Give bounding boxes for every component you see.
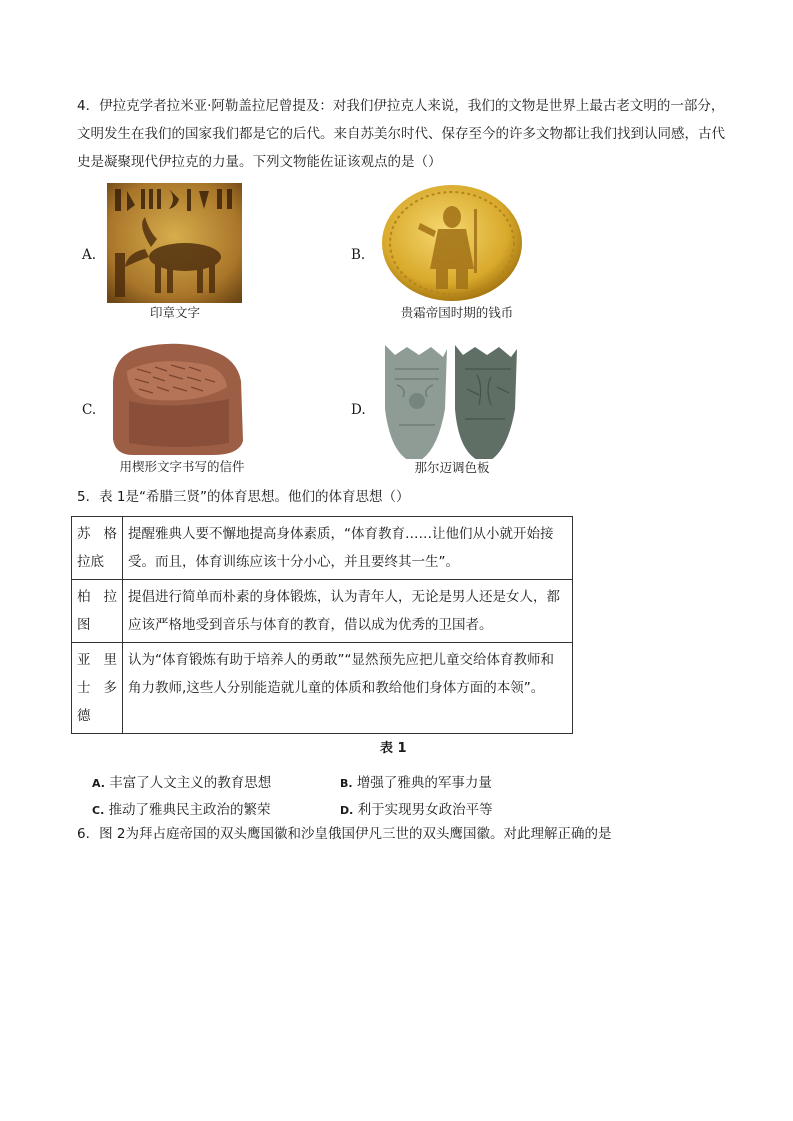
- option-b-letter: B.: [351, 247, 366, 263]
- table-row: [72, 643, 573, 734]
- choice-d: [340, 798, 493, 818]
- choice-text: 利于实现男女政治平等: [357, 802, 493, 818]
- table-caption: 表 1: [380, 741, 407, 756]
- cuneiform-letter-image: [109, 341, 246, 457]
- choice-letter: D.: [340, 804, 354, 817]
- choice-letter: B.: [340, 777, 353, 790]
- philosophy-text: 提醒雅典人要不懈地提高身体素质，“体育教育……让他们从小就开始接受。而且，体育训练应该十分小心，并且要终其一生”。: [123, 517, 573, 580]
- choice-text: 推动了雅典民主政治的繁荣: [108, 802, 271, 818]
- option-d-letter: D.: [351, 402, 366, 418]
- philosophers-table: [71, 516, 573, 734]
- seal-script-image: [107, 183, 242, 303]
- choice-letter: C.: [92, 804, 105, 817]
- choice-text: 增强了雅典的军事力量: [356, 775, 492, 791]
- table-row: [72, 580, 573, 643]
- option-a-letter: A.: [82, 247, 97, 263]
- option-a-caption: 印章文字: [149, 305, 200, 320]
- philosophy-text: 提倡进行简单而朴素的身体锻炼，认为青年人，无论是男人还是女人，都应该严格地受到音乐与体育的教育，借以成为优秀的卫国者。: [123, 580, 573, 643]
- option-c-letter: C.: [82, 402, 97, 418]
- option-c-caption: 用楔形文字书写的信件: [119, 459, 245, 474]
- philosopher-name: 柏拉图: [72, 580, 123, 643]
- philosophy-text: 认为“体育锻炼有助于培养人的勇敢”“显然预先应把儿童交给体育教师和角力教师,这些人分别能造就儿童的体质和教给他们身体方面的本领”。: [123, 643, 573, 734]
- question-4-text: 4．伊拉克学者拉米亚·阿勒盖拉尼曾提及：对我们伊拉克人来说，我们的文物是世界上最古老文明的一部分，文明发生在我们的国家我们都是它的后代。来自苏美尔时代、保存至今的许多文物都让我们找到认同感，古代史是凝聚现代伊拉克的力量。下列文物能佐证该观点的是（）: [77, 98, 725, 170]
- question-5-text: 5．表 1是“希腊三贤”的体育思想。他们的体育思想（）: [77, 489, 410, 505]
- choice-b: [340, 771, 492, 791]
- choice-a: [92, 771, 271, 791]
- question-6-text: 6．图 2为拜占庭帝国的双头鹰国徽和沙皇俄国伊凡三世的双头鹰国徽。对此理解正确的是: [77, 826, 612, 842]
- philosopher-name: 苏格拉底: [72, 517, 123, 580]
- choice-c: [92, 798, 271, 818]
- choice-text: 丰富了人文主义的教育思想: [109, 775, 272, 791]
- philosopher-name: 亚里士多德: [72, 643, 123, 734]
- choice-letter: A.: [92, 777, 105, 790]
- narmer-palette-image: [381, 339, 521, 459]
- option-d-caption: 那尔迈调色板: [414, 460, 490, 475]
- option-b-caption: 贵霜帝国时期的钱币: [400, 305, 514, 320]
- table-row: [72, 517, 573, 580]
- kushan-coin-image: [380, 183, 525, 303]
